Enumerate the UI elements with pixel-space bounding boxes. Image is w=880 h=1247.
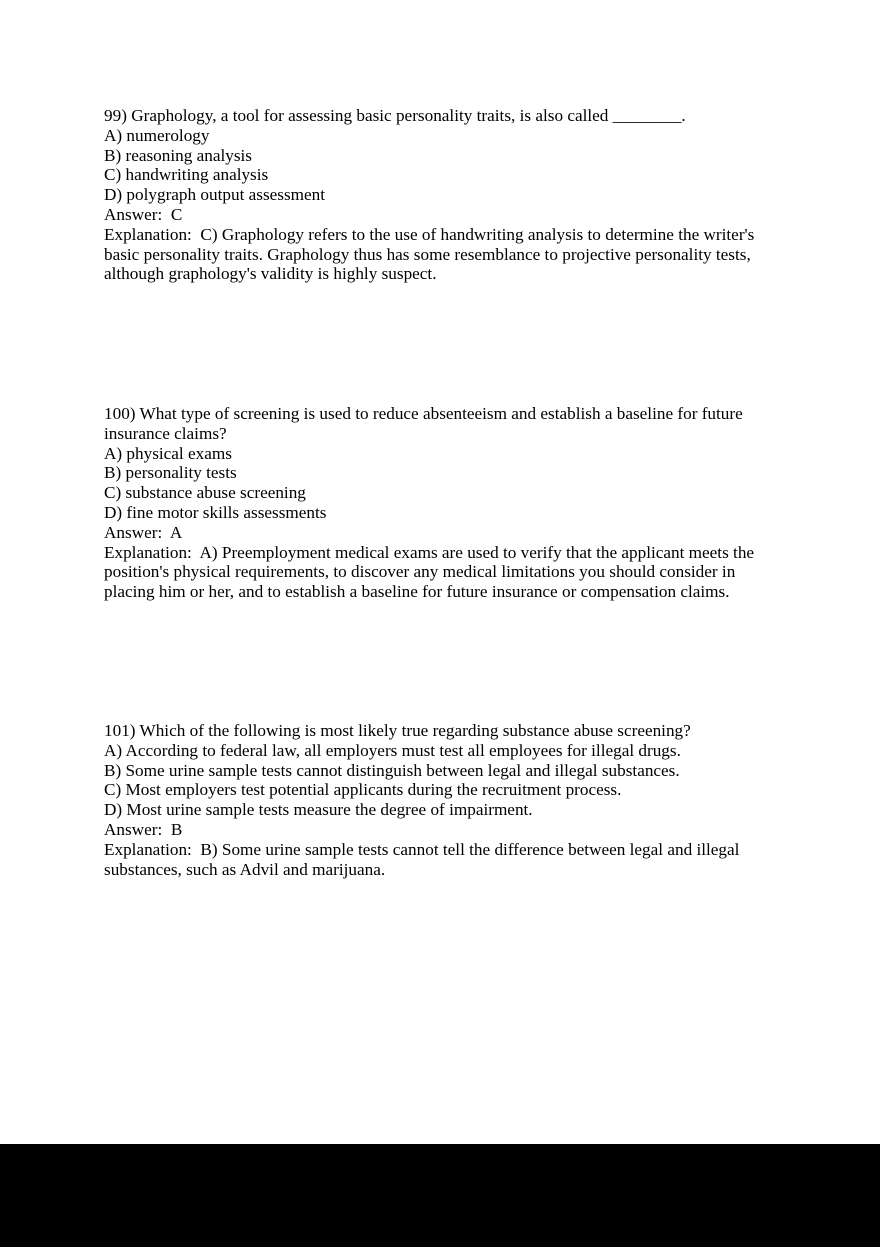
option-b: B) reasoning analysis <box>104 145 252 165</box>
explanation: Explanation: A) Preemployment medical exams are used to verify that the applicant meets the position's physical requirements, to discover any medical limitations you should consider in placing him or her, and to establish a baseline for future insurance or compensation claims. <box>104 542 759 602</box>
option-a: A) physical exams <box>104 443 232 463</box>
option-c: C) substance abuse screening <box>104 483 306 503</box>
question-99 <box>104 106 784 284</box>
question-101 <box>104 721 784 879</box>
question-stem: 99) Graphology, a tool for assessing basic personality traits, is also called ________. <box>104 106 686 125</box>
option-c: C) Most employers test potential applicants during the recruitment process. <box>104 780 622 800</box>
question-stem: 100) What type of screening is used to reduce absenteeism and establish a baseline for future insurance claims? <box>104 404 748 443</box>
option-c: C) handwriting analysis <box>104 165 269 185</box>
option-d: D) Most urine sample tests measure the degree of impairment. <box>104 800 533 820</box>
option-b: B) personality tests <box>104 463 237 483</box>
option-a: A) According to federal law, all employers must test all employees for illegal drugs. <box>104 740 681 760</box>
option-b: B) Some urine sample tests cannot distinguish between legal and illegal substances. <box>104 760 680 780</box>
answer: Answer: A <box>104 522 183 542</box>
explanation: Explanation: C) Graphology refers to the use of handwriting analysis to determine the writer's basic personality traits. Graphology thus has some resemblance to projective personality tests, although graphology's validity is highly suspect. <box>104 224 759 284</box>
bottom-black-band <box>0 1144 880 1247</box>
option-d: D) polygraph output assessment <box>104 185 326 205</box>
option-a: A) numerology <box>104 125 210 145</box>
option-d: D) fine motor skills assessments <box>104 502 327 522</box>
answer: Answer: B <box>104 819 183 839</box>
question-100 <box>104 404 784 602</box>
answer: Answer: C <box>104 204 183 224</box>
question-stem: 101) Which of the following is most likely true regarding substance abuse screening? <box>104 721 691 740</box>
explanation: Explanation: B) Some urine sample tests cannot tell the difference between legal and illegal substances, such as Advil and marijuana. <box>104 839 744 879</box>
